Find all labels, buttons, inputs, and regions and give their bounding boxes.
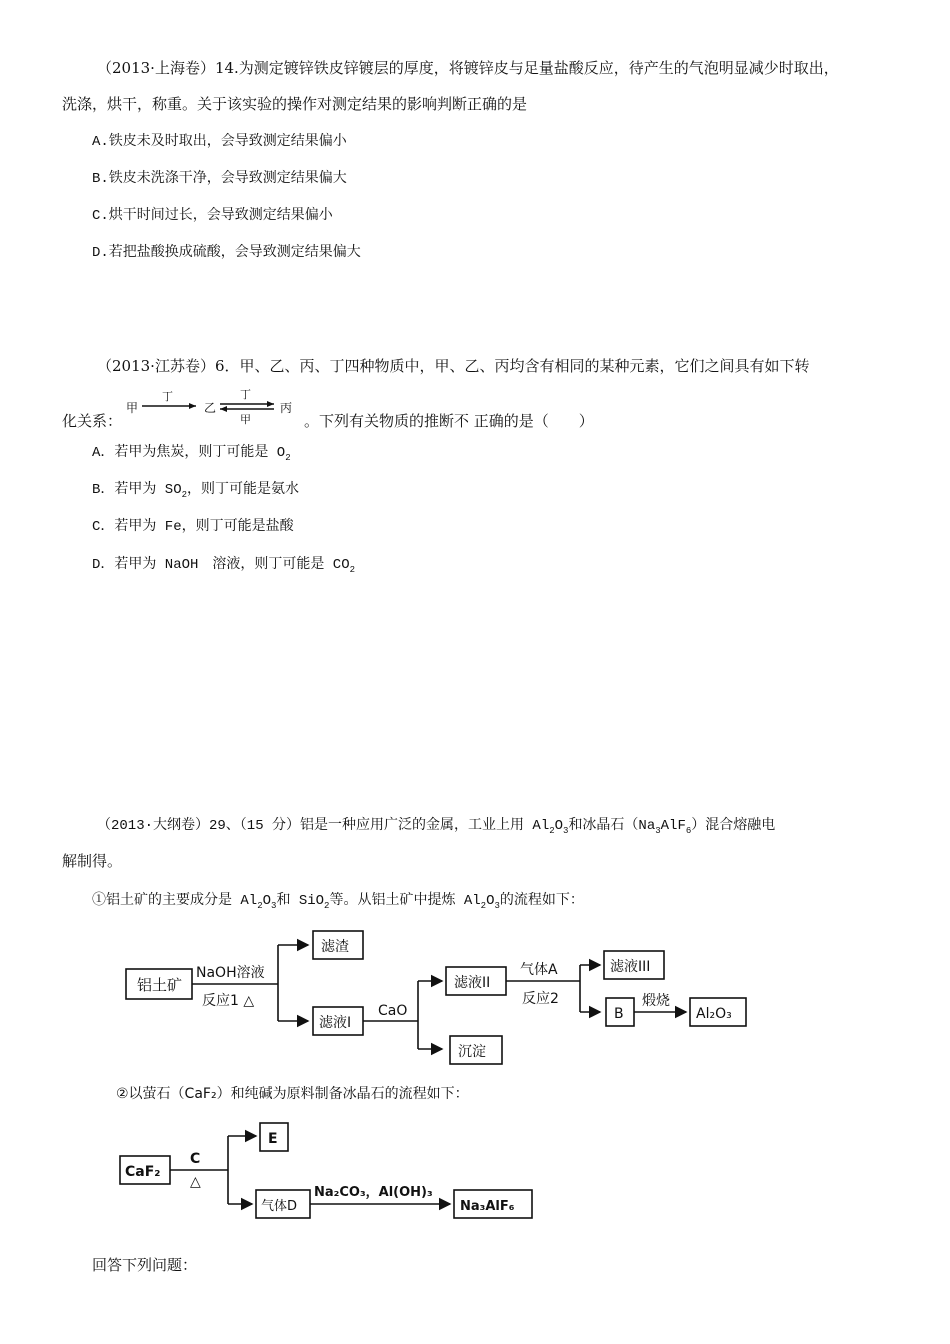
label-al2o3: Al₂O₃ xyxy=(696,1006,732,1022)
q2-option-c: C．若甲为 Fe，则丁可能是盐酸 xyxy=(92,519,294,535)
label-gas-a: 气体A xyxy=(520,962,558,978)
label-e: E xyxy=(268,1131,278,1147)
label-filtrate1: 滤液I xyxy=(319,1015,352,1031)
q1-option-a: A.铁皮未及时取出，会导致测定结果偏小 xyxy=(92,134,347,150)
label-c: C xyxy=(190,1151,201,1167)
q3-answer-prompt: 回答下列问题： xyxy=(92,1256,198,1274)
label-heat: △ xyxy=(190,1174,201,1190)
q1-option-b: B.铁皮未洗涤干净，会导致测定结果偏大 xyxy=(92,171,347,187)
q3-part2-intro: ②以萤石（CaF₂）和纯碱为原料制备冰晶石的流程如下： xyxy=(116,1086,469,1102)
label-filtrate3: 滤液III xyxy=(610,959,651,975)
scheme-arrowhead-3 xyxy=(220,406,227,412)
label-reaction1: 反应1 △ xyxy=(202,993,255,1009)
label-b: B xyxy=(614,1006,624,1022)
scheme-jia: 甲 xyxy=(126,401,139,415)
q2-stem-prefix: 化关系： xyxy=(62,412,123,430)
label-caf2: CaF₂ xyxy=(125,1164,161,1180)
label-reaction2: 反应2 xyxy=(522,991,559,1007)
scheme-reagent-1: 丁 xyxy=(162,390,173,403)
label-na3alf6: Na₃AlF₆ xyxy=(460,1199,515,1214)
scheme-bing: 丙 xyxy=(280,401,293,415)
q3-part1-intro: ①铝土矿的主要成分是 $Al_2O_3$和 SiO$_2$等。从铝土矿中提炼 $Al_2O_3$的流程如下： xyxy=(92,893,584,911)
q1-option-c: C.烘干时间过长，会导致测定结果偏小 xyxy=(92,208,333,224)
cryolite-flowchart xyxy=(116,1118,556,1228)
scheme-arrowhead-2 xyxy=(267,401,274,407)
bauxite-flowchart xyxy=(118,925,768,1075)
label-reagents: Na₂CO₃，Al(OH)₃ xyxy=(314,1185,433,1200)
q2-option-a: A．若甲为焦炭，则丁可能是 $O_2$ xyxy=(92,445,291,463)
scheme-yi: 乙 xyxy=(204,401,217,415)
q1-stem-line1: （2013·上海卷）14.为测定镀锌铁皮锌镀层的厚度，将镀锌皮与足量盐酸反应，待产生的气泡明显减少时取出， xyxy=(97,59,839,77)
q1-option-d: D.若把盐酸换成硫酸，会导致测定结果偏大 xyxy=(92,245,361,261)
scheme-reagent-3: 甲 xyxy=(240,413,251,426)
label-gas-d: 气体D xyxy=(261,1199,298,1214)
label-precipitate: 沉淀 xyxy=(458,1044,486,1060)
label-naoh: NaOH溶液 xyxy=(196,965,265,981)
q2-option-b: B．若甲为 $SO_2$，则丁可能是氨水 xyxy=(92,482,300,500)
scheme-arrowhead-1 xyxy=(189,403,196,409)
q2-option-d: D．若甲为 NaOH 溶液，则丁可能是 $CO_2$ xyxy=(92,557,356,575)
scheme-reagent-2: 丁 xyxy=(240,388,251,401)
label-filtrate2: 滤液II xyxy=(454,975,491,991)
q2-stem-suffix: 。下列有关物质的推断不 正确的是（ ） xyxy=(304,412,594,430)
q3-stem-line2: 解制得。 xyxy=(62,852,123,870)
q3-stem-line1: （2013·大纲卷）29、（15 分）铝是一种应用广泛的金属，工业上用 $Al_2O_3$和冰晶石$(Na_3AlF_6)$混合熔融电 xyxy=(97,818,776,836)
label-bauxite: 铝土矿 xyxy=(137,976,183,994)
label-cao: CaO xyxy=(378,1003,408,1019)
label-calcine: 煅烧 xyxy=(642,993,670,1009)
label-residue: 滤渣 xyxy=(321,939,349,955)
q2-stem-line1: （2013·江苏卷）6．甲、乙、丙、丁四种物质中，甲、乙、丙均含有相同的某种元素，它们之间具有如下转 xyxy=(97,357,810,375)
q2-conversion-scheme xyxy=(124,386,304,426)
q1-stem-line2: 洗涤，烘干，称重。关于该实验的操作对测定结果的影响判断正确的是 xyxy=(62,95,528,113)
